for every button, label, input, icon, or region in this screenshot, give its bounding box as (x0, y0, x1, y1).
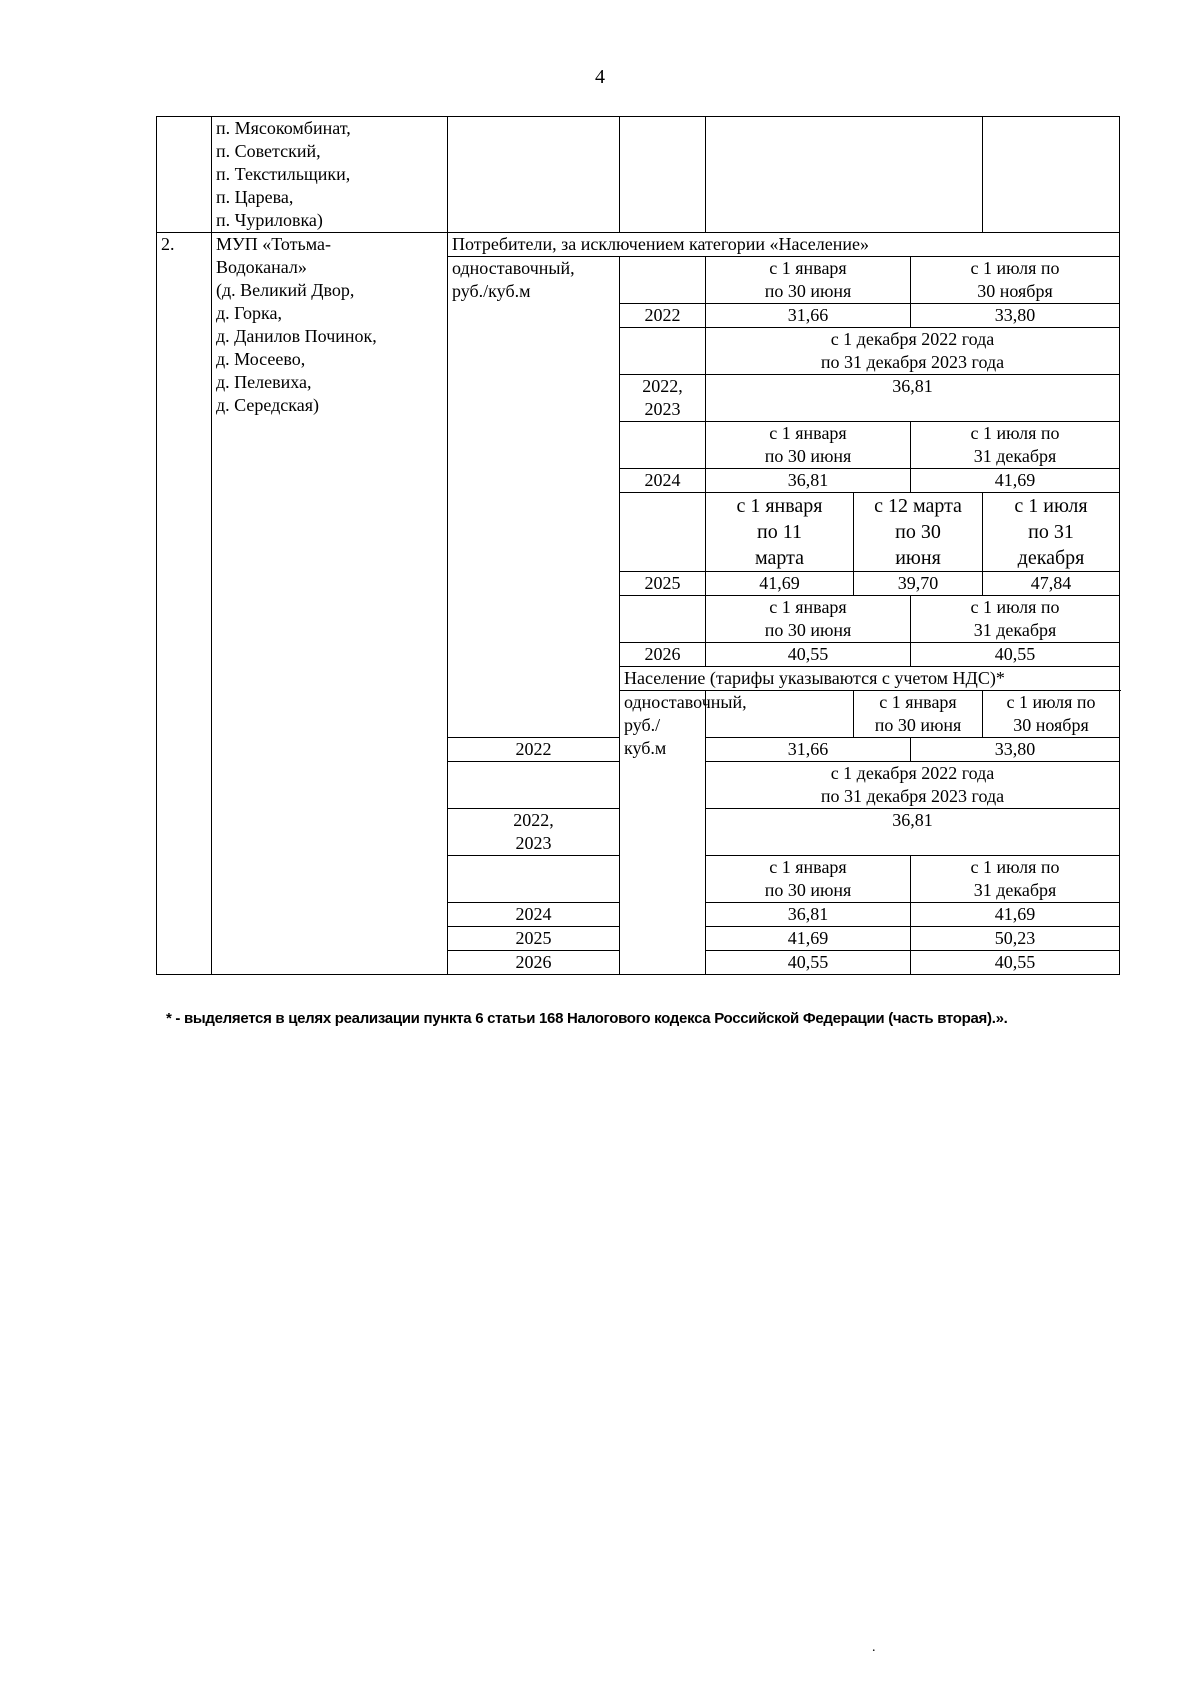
year-cell: 2022, 2023 (448, 809, 620, 856)
tariff-value: 41,69 (911, 469, 1120, 493)
row-number-cell (157, 117, 212, 233)
tariff-unit-line: руб./куб.м (624, 715, 667, 758)
tariff-table (156, 116, 1120, 975)
tariff-value: 41,69 (911, 903, 1120, 927)
empty-cell (983, 117, 1120, 233)
year-cell (620, 257, 706, 304)
org-line: (д. Великий Двор, (216, 280, 355, 300)
year-cell: 2024 (620, 469, 706, 493)
period-header: с 1 января по 30 июня (706, 257, 911, 304)
year-cell: 2024 (448, 903, 620, 927)
empty-cell (620, 117, 706, 233)
tariff-value: 50,23 (911, 927, 1120, 951)
entry-section1-title-row (157, 233, 1120, 257)
year-cell (448, 762, 620, 809)
period-header: с 1 января по 30 июня (706, 596, 911, 643)
tariff-value: 36,81 (706, 375, 1120, 422)
settlement-list (212, 117, 448, 233)
year-cell: 2022 (448, 738, 620, 762)
org-line: МУП «Тотьма- (216, 234, 331, 254)
tariff-value: 33,80 (911, 738, 1120, 762)
org-line: д. Мосеево, (216, 349, 306, 369)
tariff-value: 41,69 (706, 927, 911, 951)
period-header: с 12 марта по 30 июня (854, 493, 983, 572)
period-header: с 1 декабря 2022 года по 31 декабря 2023 года (706, 328, 1120, 375)
period-header: с 1 июля по 31 декабря (911, 422, 1120, 469)
tariff-value: 40,55 (706, 643, 911, 667)
org-line: д. Середская) (216, 395, 320, 415)
settlement-line: п. Царева, (216, 187, 294, 207)
footnote: * - выделяется в целях реализации пункта 6 статьи 168 Налогового кодекса Российской Федерации (часть вторая).». (166, 1010, 1008, 1027)
period-header: с 1 июля по 31 декабря (911, 856, 1120, 903)
period-header: с 1 января по 30 июня (706, 856, 911, 903)
year-cell: 2022, 2023 (620, 375, 706, 422)
entry-number: 2. (157, 233, 212, 975)
tariff-type-line: одноставочный, (452, 258, 575, 278)
tariff-unit-line: руб./куб.м (452, 281, 531, 301)
tariff-value: 36,81 (706, 469, 911, 493)
org-line: Водоканал» (216, 257, 307, 277)
settlement-line: п. Мясокомбинат, (216, 118, 351, 138)
period-header: с 1 июля по 31 декабря (911, 596, 1120, 643)
continuation-row (157, 117, 1120, 233)
org-line: д. Горка, (216, 303, 282, 323)
tariff-value: 36,81 (706, 903, 911, 927)
tariff-value: 31,66 (706, 304, 911, 328)
year-cell: 2025 (448, 927, 620, 951)
year-cell (620, 493, 706, 572)
settlement-line: п. Чуриловка) (216, 210, 323, 230)
period-header: с 1 января по 11 марта (706, 493, 854, 572)
period-header: с 1 января по 30 июня (706, 422, 911, 469)
year-cell (620, 422, 706, 469)
year-cell: 2022 (620, 304, 706, 328)
period-header: с 1 июля по 30 ноября (911, 257, 1120, 304)
tariff-type-cell (620, 691, 747, 975)
tariff-value: 33,80 (911, 304, 1120, 328)
settlement-line: п. Советский, (216, 141, 321, 161)
stray-mark: . (872, 1640, 876, 1655)
year-cell: 2026 (620, 643, 706, 667)
tariff-value: 31,66 (706, 738, 911, 762)
tariff-value: 36,81 (706, 809, 1120, 856)
organization-cell (212, 233, 448, 975)
settlement-line: п. Текстильщики, (216, 164, 351, 184)
org-line: д. Пелевиха, (216, 372, 312, 392)
period-header: с 1 июля по 30 ноября (983, 691, 1120, 738)
year-cell (620, 328, 706, 375)
year-cell: 2026 (448, 951, 620, 975)
period-header: с 1 декабря 2022 года по 31 декабря 2023 года (706, 762, 1120, 809)
section-title: Население (тарифы указываются с учетом НДС)* (620, 667, 1120, 691)
tariff-value: 40,55 (911, 643, 1120, 667)
empty-cell (448, 117, 620, 233)
tariff-type-line: одноставочный, (624, 692, 747, 712)
section-title: Потребители, за исключением категории «Население» (448, 233, 1120, 257)
tariff-value: 47,84 (983, 572, 1120, 596)
year-cell (448, 856, 620, 903)
tariff-type-cell (448, 257, 620, 738)
tariff-value: 40,55 (911, 951, 1120, 975)
period-header: с 1 января по 30 июня (854, 691, 983, 738)
tariff-value: 40,55 (706, 951, 911, 975)
year-cell: 2025 (620, 572, 706, 596)
tariff-value: 41,69 (706, 572, 854, 596)
year-cell (620, 596, 706, 643)
empty-cell (706, 117, 983, 233)
org-line: д. Данилов Починок, (216, 326, 377, 346)
page-number: 4 (595, 66, 605, 88)
period-header: с 1 июля по 31 декабря (983, 493, 1120, 572)
tariff-value: 39,70 (854, 572, 983, 596)
